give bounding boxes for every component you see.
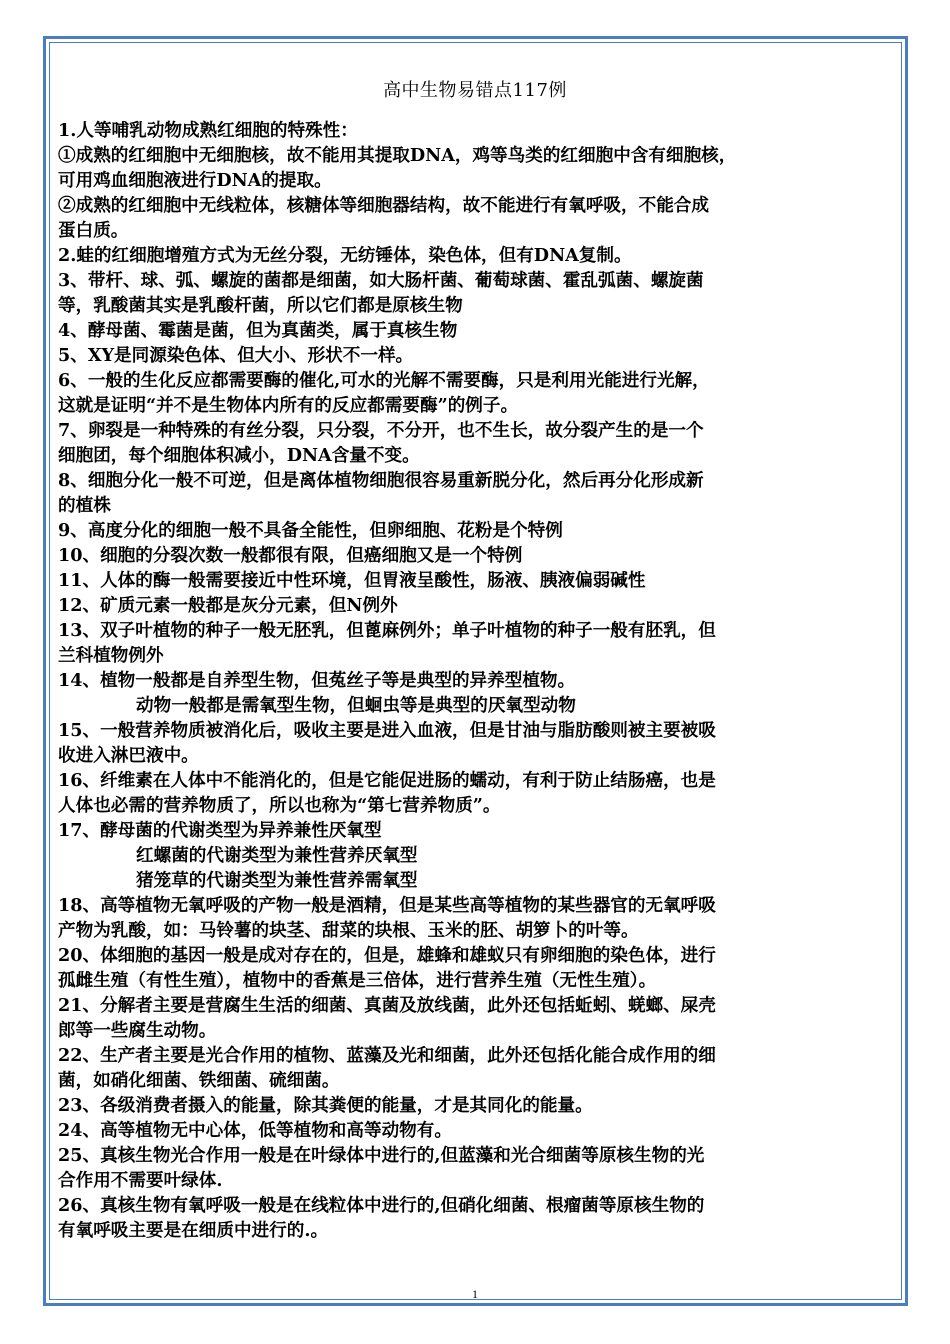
text-line: 人体也必需的营养物质了，所以也称为“第七营养物质”。 bbox=[58, 795, 501, 816]
text-line: 11、人体的酶一般需要接近中性环境，但胃液呈酸性，肠液、胰液偏弱碱性 bbox=[58, 570, 646, 591]
text-line: 2.蛙的红细胞增殖方式为无丝分裂，无纺锤体，染色体，但有DNA复制。 bbox=[58, 245, 632, 266]
text-line: 菌，如硝化细菌、铁细菌、硫细菌。 bbox=[58, 1070, 340, 1091]
text-line: 10、细胞的分裂次数一般都很有限，但癌细胞又是一个特例 bbox=[58, 545, 523, 566]
text-line: 1.人等哺乳动物成熟红细胞的特殊性： bbox=[58, 120, 358, 141]
text-line: 18、高等植物无氧呼吸的产物一般是酒精，但是某些高等植物的某些器官的无氧呼吸 bbox=[58, 895, 716, 916]
text-line: 产物为乳酸，如：马铃薯的块茎、甜菜的块根、玉米的胚、胡箩卜的叶等。 bbox=[58, 920, 639, 941]
text-line: 5、XY是同源染色体、但大小、形状不一样。 bbox=[58, 345, 414, 366]
text-line: 动物一般都是需氧型生物，但蛔虫等是典型的厌氧型动物 bbox=[136, 695, 576, 716]
text-line: 9、高度分化的细胞一般不具备全能性，但卵细胞、花粉是个特例 bbox=[58, 520, 563, 541]
text-line: 26、真核生物有氧呼吸一般是在线粒体中进行的,但硝化细菌、根瘤菌等原核生物的 bbox=[58, 1195, 705, 1216]
text-line: 这就是证明“并不是生物体内所有的反应都需要酶”的例子。 bbox=[58, 395, 519, 416]
text-line: 20、体细胞的基因一般是成对存在的，但是，雄蜂和雄蚁只有卵细胞的染色体，进行 bbox=[58, 945, 716, 966]
text-line: 7、卵裂是一种特殊的有丝分裂，只分裂，不分开，也不生长，故分裂产生的是一个 bbox=[58, 420, 704, 441]
page-number: 1 bbox=[472, 1287, 478, 1301]
text-line: 6、一般的生化反应都需要酶的催化,可水的光解不需要酶，只是利用光能进行光解， bbox=[58, 370, 710, 391]
document-body bbox=[58, 118, 892, 1243]
text-line: 兰科植物例外 bbox=[58, 645, 164, 666]
text-line: 23、各级消费者摄入的能量，除其粪便的能量，才是其同化的能量。 bbox=[58, 1095, 593, 1116]
text-line: 3、带杆、球、弧、螺旋的菌都是细菌，如大肠杆菌、葡萄球菌、霍乱弧菌、螺旋菌 bbox=[58, 270, 704, 291]
text-line: 蛋白质。 bbox=[58, 220, 129, 241]
text-line: 合作用不需要叶绿体. bbox=[58, 1170, 223, 1191]
text-line: 孤雌生殖（有性生殖），植物中的香蕉是三倍体，进行营养生殖（无性生殖）。 bbox=[58, 970, 657, 991]
text-line: 13、双子叶植物的种子一般无胚乳，但蓖麻例外；单子叶植物的种子一般有胚乳，但 bbox=[58, 620, 716, 641]
text-line: ②成熟的红细胞中无线粒体，核糖体等细胞器结构，故不能进行有氧呼吸，不能合成 bbox=[58, 195, 709, 216]
text-line: 有氧呼吸主要是在细质中进行的.。 bbox=[58, 1220, 329, 1241]
text-line: 21、分解者主要是营腐生生活的细菌、真菌及放线菌，此外还包括蚯蚓、蜣螂、屎壳 bbox=[58, 995, 716, 1016]
document-title: 高中生物易错点117例 bbox=[383, 80, 567, 101]
text-line: 收进入淋巴液中。 bbox=[58, 745, 199, 766]
text-line: 郎等一些腐生动物。 bbox=[58, 1020, 217, 1041]
text-line: 8、细胞分化一般不可逆，但是离体植物细胞很容易重新脱分化，然后再分化形成新 bbox=[58, 470, 704, 491]
text-line: 细胞团，每个细胞体积减小，DNA含量不变。 bbox=[58, 445, 420, 466]
text-line: 的植株 bbox=[58, 495, 111, 516]
text-line: ①成熟的红细胞中无细胞核，故不能用其提取DNA，鸡等鸟类的红细胞中含有细胞核， bbox=[58, 145, 737, 166]
text-line: 15、一般营养物质被消化后，吸收主要是进入血液，但是甘油与脂肪酸则被主要被吸 bbox=[58, 720, 716, 741]
text-line: 可用鸡血细胞液进行DNA的提取。 bbox=[58, 170, 332, 191]
text-line: 17、酵母菌的代谢类型为异养兼性厌氧型 bbox=[58, 820, 382, 841]
text-line: 4、酵母菌、霉菌是菌，但为真菌类，属于真核生物 bbox=[58, 320, 458, 341]
text-line: 红螺菌的代谢类型为兼性营养厌氧型 bbox=[136, 845, 418, 866]
text-line: 25、真核生物光合作用一般是在叶绿体中进行的,但蓝藻和光合细菌等原核生物的光 bbox=[58, 1145, 705, 1166]
text-line: 等，乳酸菌其实是乳酸杆菌，所以它们都是原核生物 bbox=[58, 295, 463, 316]
text-line: 24、高等植物无中心体，低等植物和高等动物有。 bbox=[58, 1120, 452, 1141]
text-line: 猪笼草的代谢类型为兼性营养需氧型 bbox=[136, 870, 418, 891]
text-line: 14、植物一般都是自养型生物，但菟丝子等是典型的异养型植物。 bbox=[58, 670, 576, 691]
text-line: 22、生产者主要是光合作用的植物、蓝藻及光和细菌，此外还包括化能合成作用的细 bbox=[58, 1045, 716, 1066]
text-line: 12、矿质元素一般都是灰分元素，但N例外 bbox=[58, 595, 398, 616]
text-line: 16、纤维素在人体中不能消化的，但是它能促进肠的蠕动，有利于防止结肠癌，也是 bbox=[58, 770, 716, 791]
